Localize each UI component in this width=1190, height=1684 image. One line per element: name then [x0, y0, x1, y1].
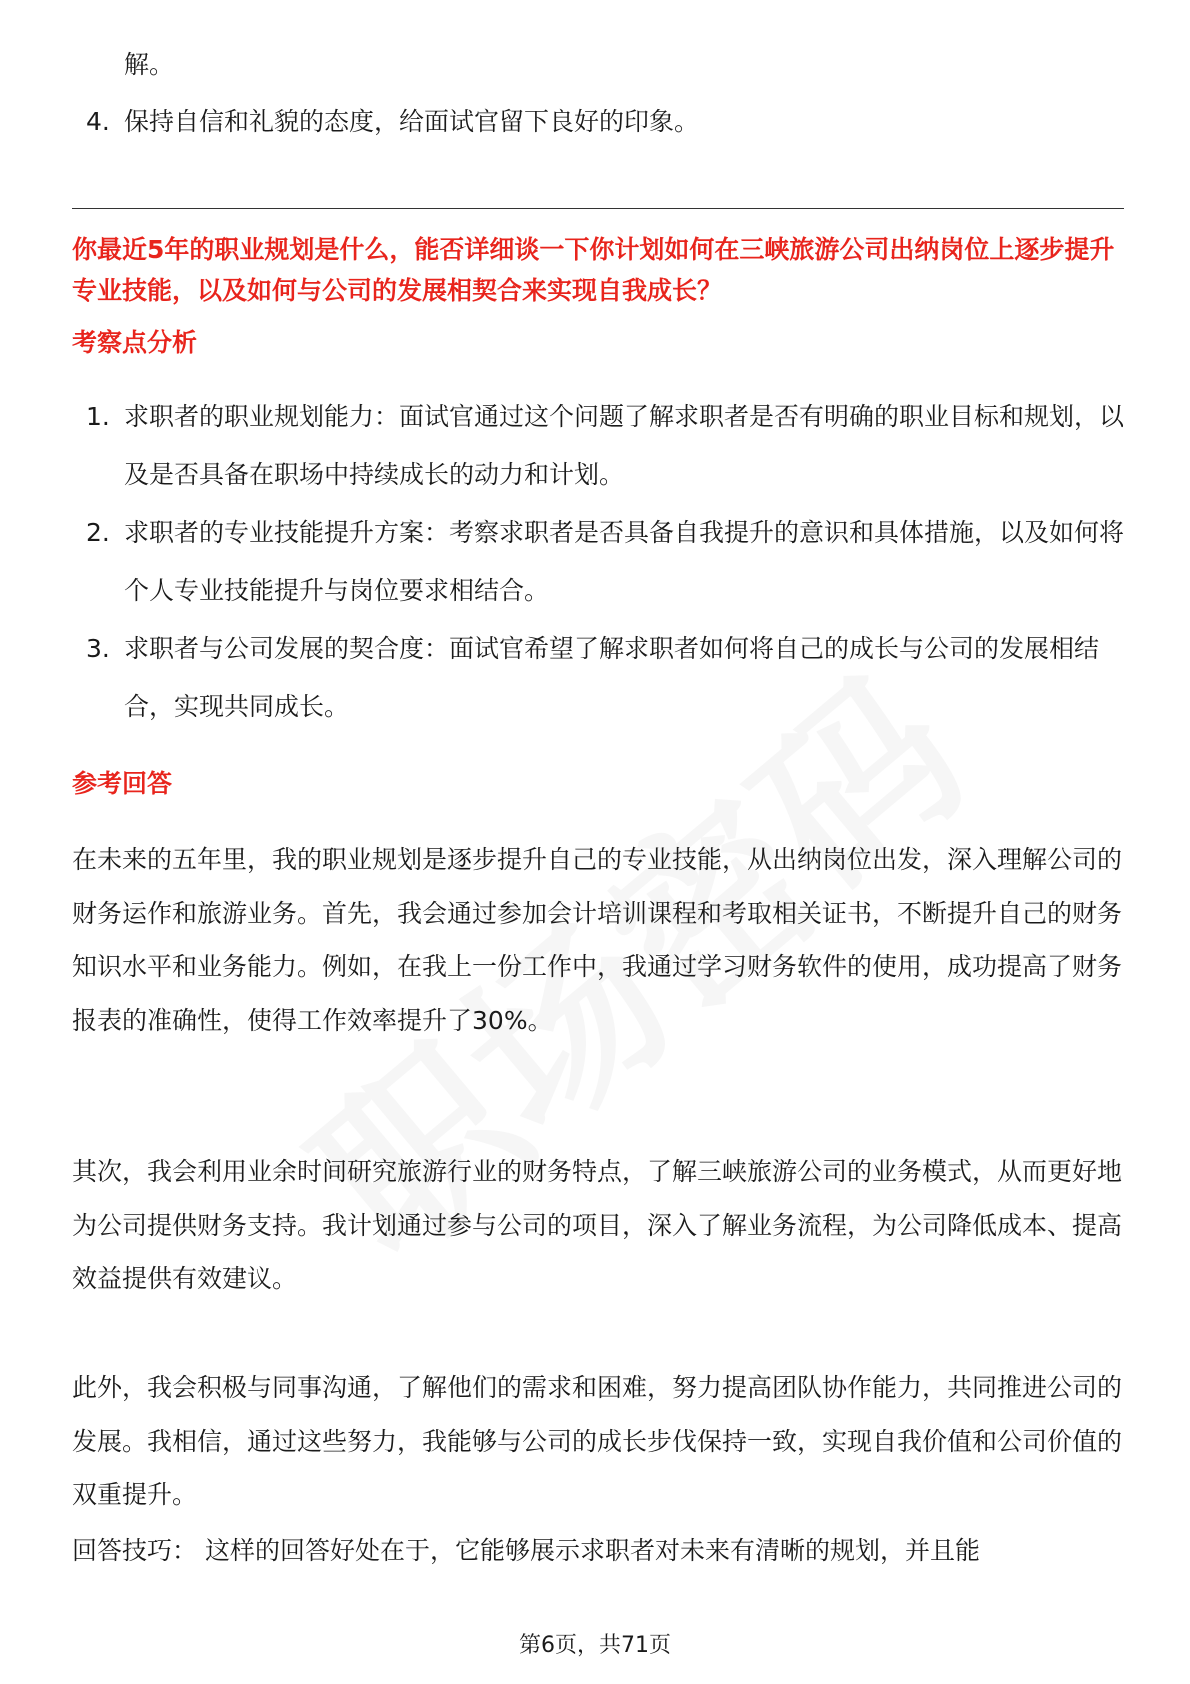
list-item-number: 1. — [86, 402, 110, 431]
answer-paragraph: 其次，我会利用业余时间研究旅游行业的财务特点，了解三峡旅游公司的业务模式，从而更好地为公司提供财务支持。我计划通过参与公司的项目，深入了解业务流程，为公司降低成本、提高效益提供有效建议。 — [72, 1157, 1123, 1293]
list-item — [72, 93, 1132, 151]
interview-question: 你最近5年的职业规划是什么，能否详细谈一下你计划如何在三峡旅游公司出纳岗位上逐步提升专业技能，以及如何与公司的发展相契合来实现自我成长？ — [72, 235, 1115, 305]
analysis-heading: 考察点分析 — [72, 328, 198, 357]
list-item — [72, 504, 1132, 620]
list-item — [72, 620, 1132, 736]
section-divider — [72, 208, 1124, 209]
list-item-text: 保持自信和礼貌的态度，给面试官留下良好的印象。 — [124, 107, 700, 136]
page-footer: 第6页，共71页 — [519, 1633, 671, 1658]
tips-list — [72, 93, 1132, 151]
answer-paragraph: 在未来的五年里，我的职业规划是逐步提升自己的专业技能，从出纳岗位出发，深入理解公司的财务运作和旅游业务。首先，我会通过参加会计培训课程和考取相关证书，不断提升自己的财务知识水平和业务能力。例如，在我上一份工作中，我通过学习财务软件的使用，成功提高了财务报表的准确性，使得工作效率提升了30%。 — [72, 845, 1123, 1035]
continuation-text: 解。 — [124, 50, 175, 79]
answer-paragraph: 此外，我会积极与同事沟通，了解他们的需求和困难，努力提高团队协作能力，共同推进公司的发展。我相信，通过这些努力，我能够与公司的成长步伐保持一致，实现自我价值和公司价值的双重提升。 — [72, 1373, 1123, 1509]
answer-heading: 参考回答 — [72, 769, 173, 798]
list-item-number: 4. — [86, 107, 110, 136]
list-item-text: 求职者的专业技能提升方案：考察求职者是否具备自我提升的意识和具体措施，以及如何将个人专业技能提升与岗位要求相结合。 — [124, 518, 1125, 605]
analysis-list — [72, 388, 1132, 736]
list-item-number: 3. — [86, 634, 110, 663]
list-item-text: 求职者的职业规划能力：面试官通过这个问题了解求职者是否有明确的职业目标和规划，以及是否具备在职场中持续成长的动力和计划。 — [124, 402, 1125, 489]
answer-tips-paragraph: 回答技巧： 这样的回答好处在于，它能够展示求职者对未来有清晰的规划，并且能 — [72, 1536, 980, 1565]
list-item-text: 求职者与公司发展的契合度：面试官希望了解求职者如何将自己的成长与公司的发展相结合，实现共同成长。 — [124, 634, 1100, 721]
list-item-number: 2. — [86, 518, 110, 547]
list-item — [72, 388, 1132, 504]
